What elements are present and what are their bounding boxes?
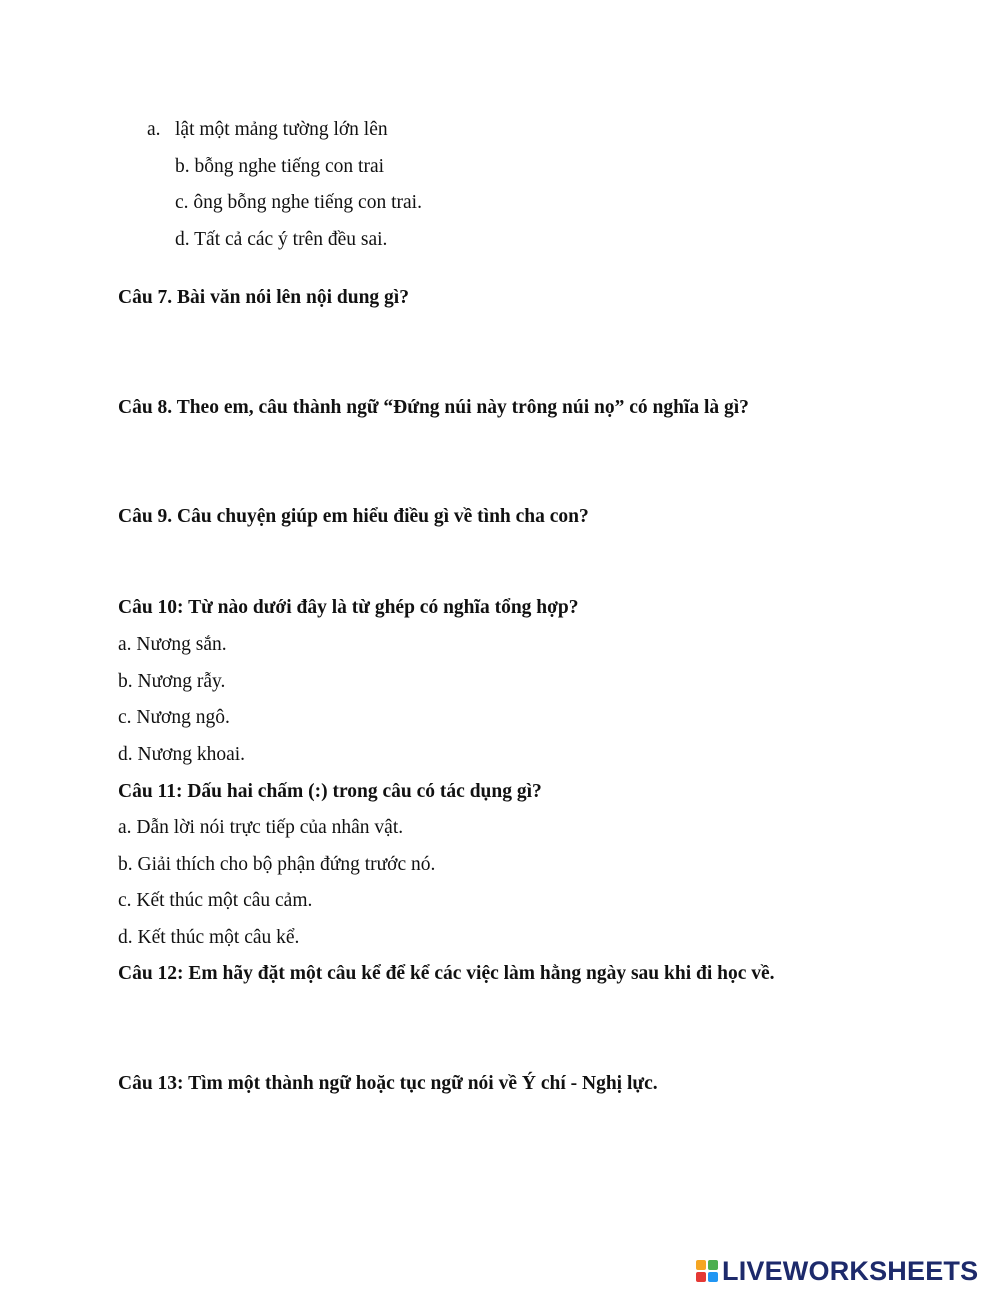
question-11: Câu 11: Dấu hai chấm (:) trong câu có tác dụng gì? [118, 781, 542, 802]
liveworksheets-logo [696, 1255, 978, 1287]
logo-text: LIVEWORKSHEETS [722, 1255, 979, 1286]
logo-mark-icon [696, 1260, 718, 1282]
question-13: Câu 13: Tìm một thành ngữ hoặc tục ngữ nói về Ý chí - Nghị lực. [118, 1073, 658, 1094]
q6-option-a [147, 118, 388, 142]
option-marker: a. [147, 119, 161, 140]
q11-option-c: c. Kết thúc một câu cảm. [118, 890, 313, 911]
logo-square [696, 1272, 706, 1282]
question-10: Câu 10: Từ nào dưới đây là từ ghép có nghĩa tổng hợp? [118, 597, 579, 618]
question-7: Câu 7. Bài văn nói lên nội dung gì? [118, 287, 409, 308]
q11-option-d: d. Kết thúc một câu kể. [118, 927, 300, 948]
q6-option-d: d. Tất cả các ý trên đều sai. [175, 229, 388, 250]
q10-option-a: a. Nương sắn. [118, 634, 227, 655]
q6-option-b: b. bỗng nghe tiếng con trai [175, 156, 385, 177]
logo-square [708, 1260, 718, 1270]
q10-option-c: c. Nương ngô. [118, 707, 230, 728]
logo-square [696, 1260, 706, 1270]
q10-option-b: b. Nương rẫy. [118, 671, 226, 692]
question-12: Câu 12: Em hãy đặt một câu kể để kể các việc làm hằng ngày sau khi đi học về. [118, 963, 775, 984]
q11-option-a: a. Dẫn lời nói trực tiếp của nhân vật. [118, 817, 404, 838]
q11-option-b: b. Giải thích cho bộ phận đứng trước nó. [118, 854, 436, 875]
question-9: Câu 9. Câu chuyện giúp em hiểu điều gì về tình cha con? [118, 506, 589, 527]
q10-option-d: d. Nương khoai. [118, 744, 246, 765]
question-8: Câu 8. Theo em, câu thành ngữ “Đứng núi này trông núi nọ” có nghĩa là gì? [118, 397, 749, 418]
q6-option-c: c. ông bỗng nghe tiếng con trai. [175, 192, 422, 213]
logo-square [708, 1272, 718, 1282]
option-text: lật một mảng tường lớn lên [175, 119, 388, 140]
